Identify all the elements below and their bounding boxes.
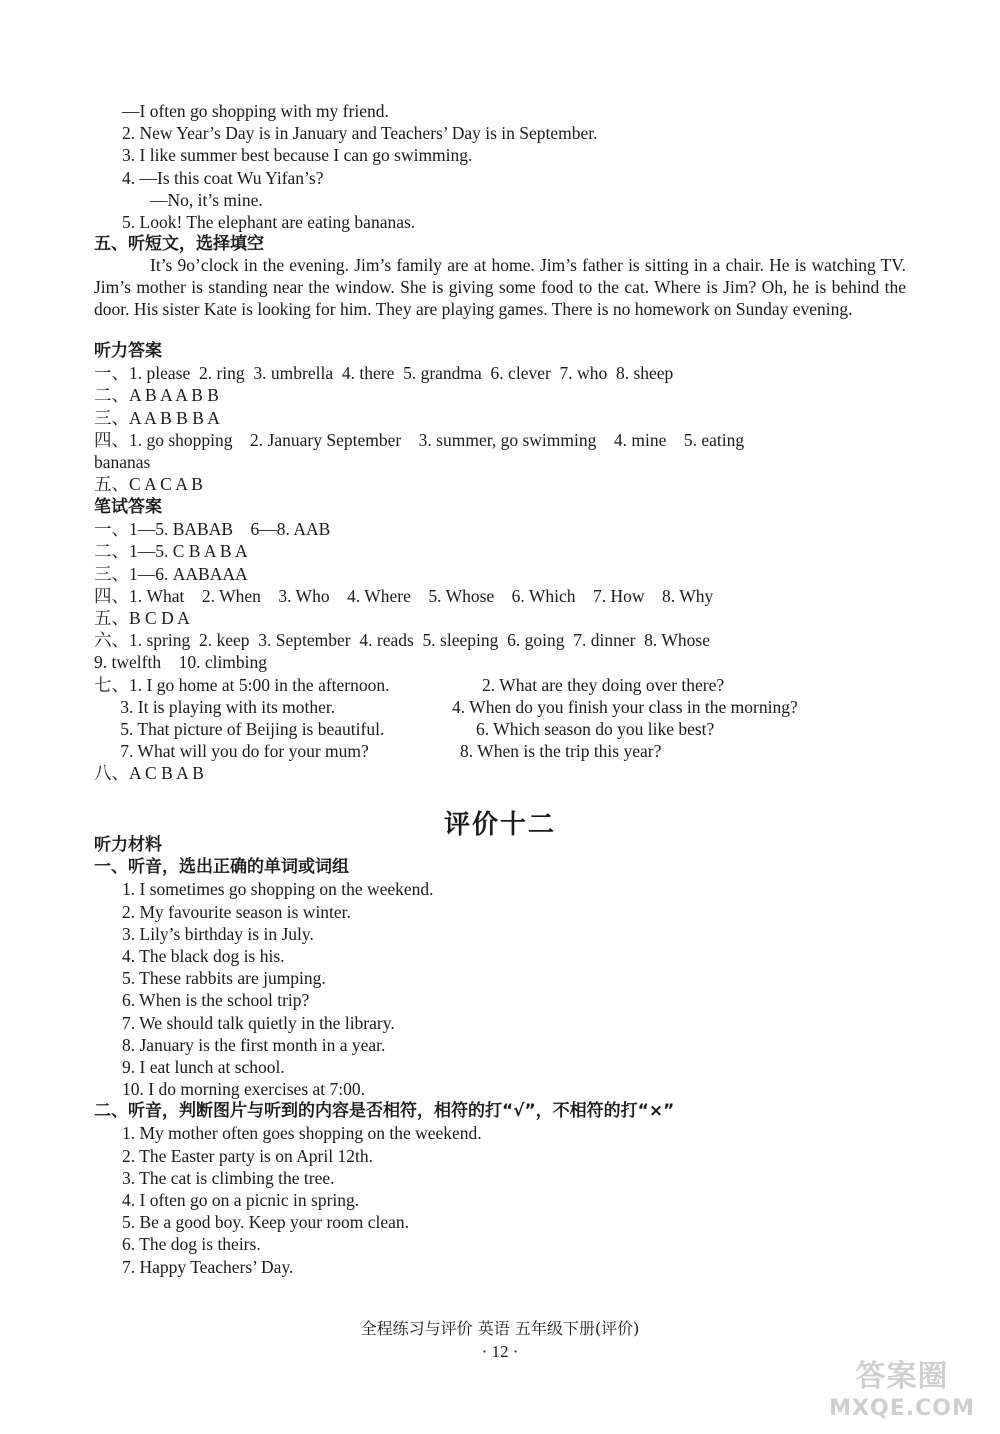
- listening-answers-heading: 听力答案: [94, 341, 162, 361]
- answer-line: 三、A A B B B A: [94, 407, 220, 428]
- written-answers-heading: 笔试答案: [94, 497, 162, 517]
- listening-answers: [94, 340, 906, 495]
- page-footer: 全程练习与评价 英语 五年级下册(评价): [360, 1319, 640, 1338]
- passage-paragraph: It’s 9o’clock in the evening. Jim’s family are at home. Jim’s father is sitting in a chair. He is watching TV. Jim’s mother is standing near the window. She is giving some food to the cat. Where is Jim? Oh, he is behind the door. His sister Kate is looking for him. They are playing games. There is no homework on Sunday evening.: [94, 255, 906, 319]
- answer-row: [94, 696, 906, 718]
- answer-line: 一、1. please 2. ring 3. umbrella 4. there 5. grandma 6. clever 7. who 8. sheep: [94, 363, 674, 384]
- watermark-top: 答案圈: [855, 1359, 949, 1394]
- answer-line: 四、1. What 2. When 3. Who 4. Where 5. Whose 6. Which 7. How 8. Why: [94, 585, 714, 606]
- part-two-heading: 二、听音，判断图片与听到的内容是否相符，相符的打“√”，不相符的打“×”: [94, 1101, 675, 1122]
- sentence-line: 10. I do morning exercises at 7:00.: [122, 1079, 366, 1100]
- answer-left: 3. It is playing with its mother.: [94, 696, 336, 717]
- section-b: [94, 834, 906, 1278]
- materials-heading: 听力材料: [94, 835, 162, 855]
- sentence-line: 5. These rabbits are jumping.: [122, 968, 326, 989]
- sentence-line: 5. Be a good boy. Keep your room clean.: [122, 1212, 410, 1233]
- answer-line: bananas: [94, 451, 151, 472]
- answer-left: 5. That picture of Beijing is beautiful.: [94, 718, 385, 739]
- sentence-line: 3. Lily’s birthday is in July.: [122, 923, 314, 944]
- watermark-bottom: MXQE.COM: [829, 1396, 975, 1421]
- answer-right: 6. Which season do you like best?: [476, 718, 715, 739]
- sentence-line: 2. My favourite season is winter.: [122, 901, 351, 922]
- sentence-line: 2. New Year’s Day is in January and Teachers’ Day is in September.: [122, 123, 598, 144]
- answer-line: 四、1. go shopping 2. January September 3. summer, go swimming 4. mine 5. eating: [94, 429, 745, 450]
- sentence-line: 5. Look! The elephant are eating bananas.: [122, 211, 416, 232]
- sentence-line: 3. The cat is climbing the tree.: [122, 1167, 335, 1188]
- answer-line: 五、C A C A B: [94, 474, 203, 495]
- answer-row: [94, 740, 906, 762]
- sentence-line: 3. I like summer best because I can go swimming.: [122, 145, 473, 166]
- answer-line: 八、A C B A B: [94, 763, 204, 784]
- section-title: 评价十二: [443, 810, 556, 840]
- answer-left: 7. What will you do for your mum?: [94, 741, 369, 762]
- sentence-line: —No, it’s mine.: [150, 189, 263, 210]
- sentence-line: 1. My mother often goes shopping on the weekend.: [122, 1123, 482, 1144]
- part-one-heading: 一、听音，选出正确的单词或词组: [94, 857, 349, 878]
- sentence-line: 4. I often go on a picnic in spring.: [122, 1190, 360, 1210]
- sentence-line: 6. The dog is theirs.: [122, 1234, 261, 1255]
- watermark-logo: [812, 1359, 992, 1428]
- page-number: · 12 ·: [481, 1342, 519, 1361]
- section-a-sentences: [94, 100, 906, 321]
- answer-left: 七、1. I go home at 5:00 in the afternoon.: [94, 674, 390, 695]
- sentence-line: 4. —Is this coat Wu Yifan’s?: [122, 167, 324, 188]
- answer-right: 4. When do you finish your class in the morning?: [452, 696, 798, 717]
- answer-line: 二、1—5. C B A B A: [94, 541, 248, 562]
- answer-right: 2. What are they doing over there?: [482, 674, 725, 695]
- answer-row: [94, 674, 906, 696]
- sentence-line: 2. The Easter party is on April 12th.: [122, 1145, 373, 1166]
- sentence-line: —I often go shopping with my friend.: [122, 101, 389, 121]
- sentence-line: 8. January is the first month in a year.: [122, 1034, 386, 1055]
- sentence-line: 7. We should talk quietly in the library.: [122, 1012, 395, 1033]
- answer-row: [94, 718, 906, 740]
- answer-line: 二、A B A A B B: [94, 385, 219, 406]
- written-answers: [94, 496, 906, 784]
- answer-line: 五、B C D A: [94, 607, 190, 628]
- section-heading: 五、听短文，选择填空: [94, 234, 264, 255]
- answer-line: 一、1—5. BABAB 6—8. AAB: [94, 519, 331, 540]
- sentence-line: 7. Happy Teachers’ Day.: [122, 1256, 294, 1277]
- sentence-line: 9. I eat lunch at school.: [122, 1056, 285, 1077]
- sentence-line: 6. When is the school trip?: [122, 990, 310, 1011]
- sentence-line: 4. The black dog is his.: [122, 945, 285, 966]
- answer-line: 9. twelfth 10. climbing: [94, 652, 268, 673]
- answer-right: 8. When is the trip this year?: [460, 741, 662, 762]
- answer-line: 三、1—6. AABAAA: [94, 563, 248, 584]
- answer-line: 六、1. spring 2. keep 3. September 4. reads 5. sleeping 6. going 7. dinner 8. Whose: [94, 630, 710, 651]
- sentence-line: 1. I sometimes go shopping on the weekend.: [122, 879, 434, 900]
